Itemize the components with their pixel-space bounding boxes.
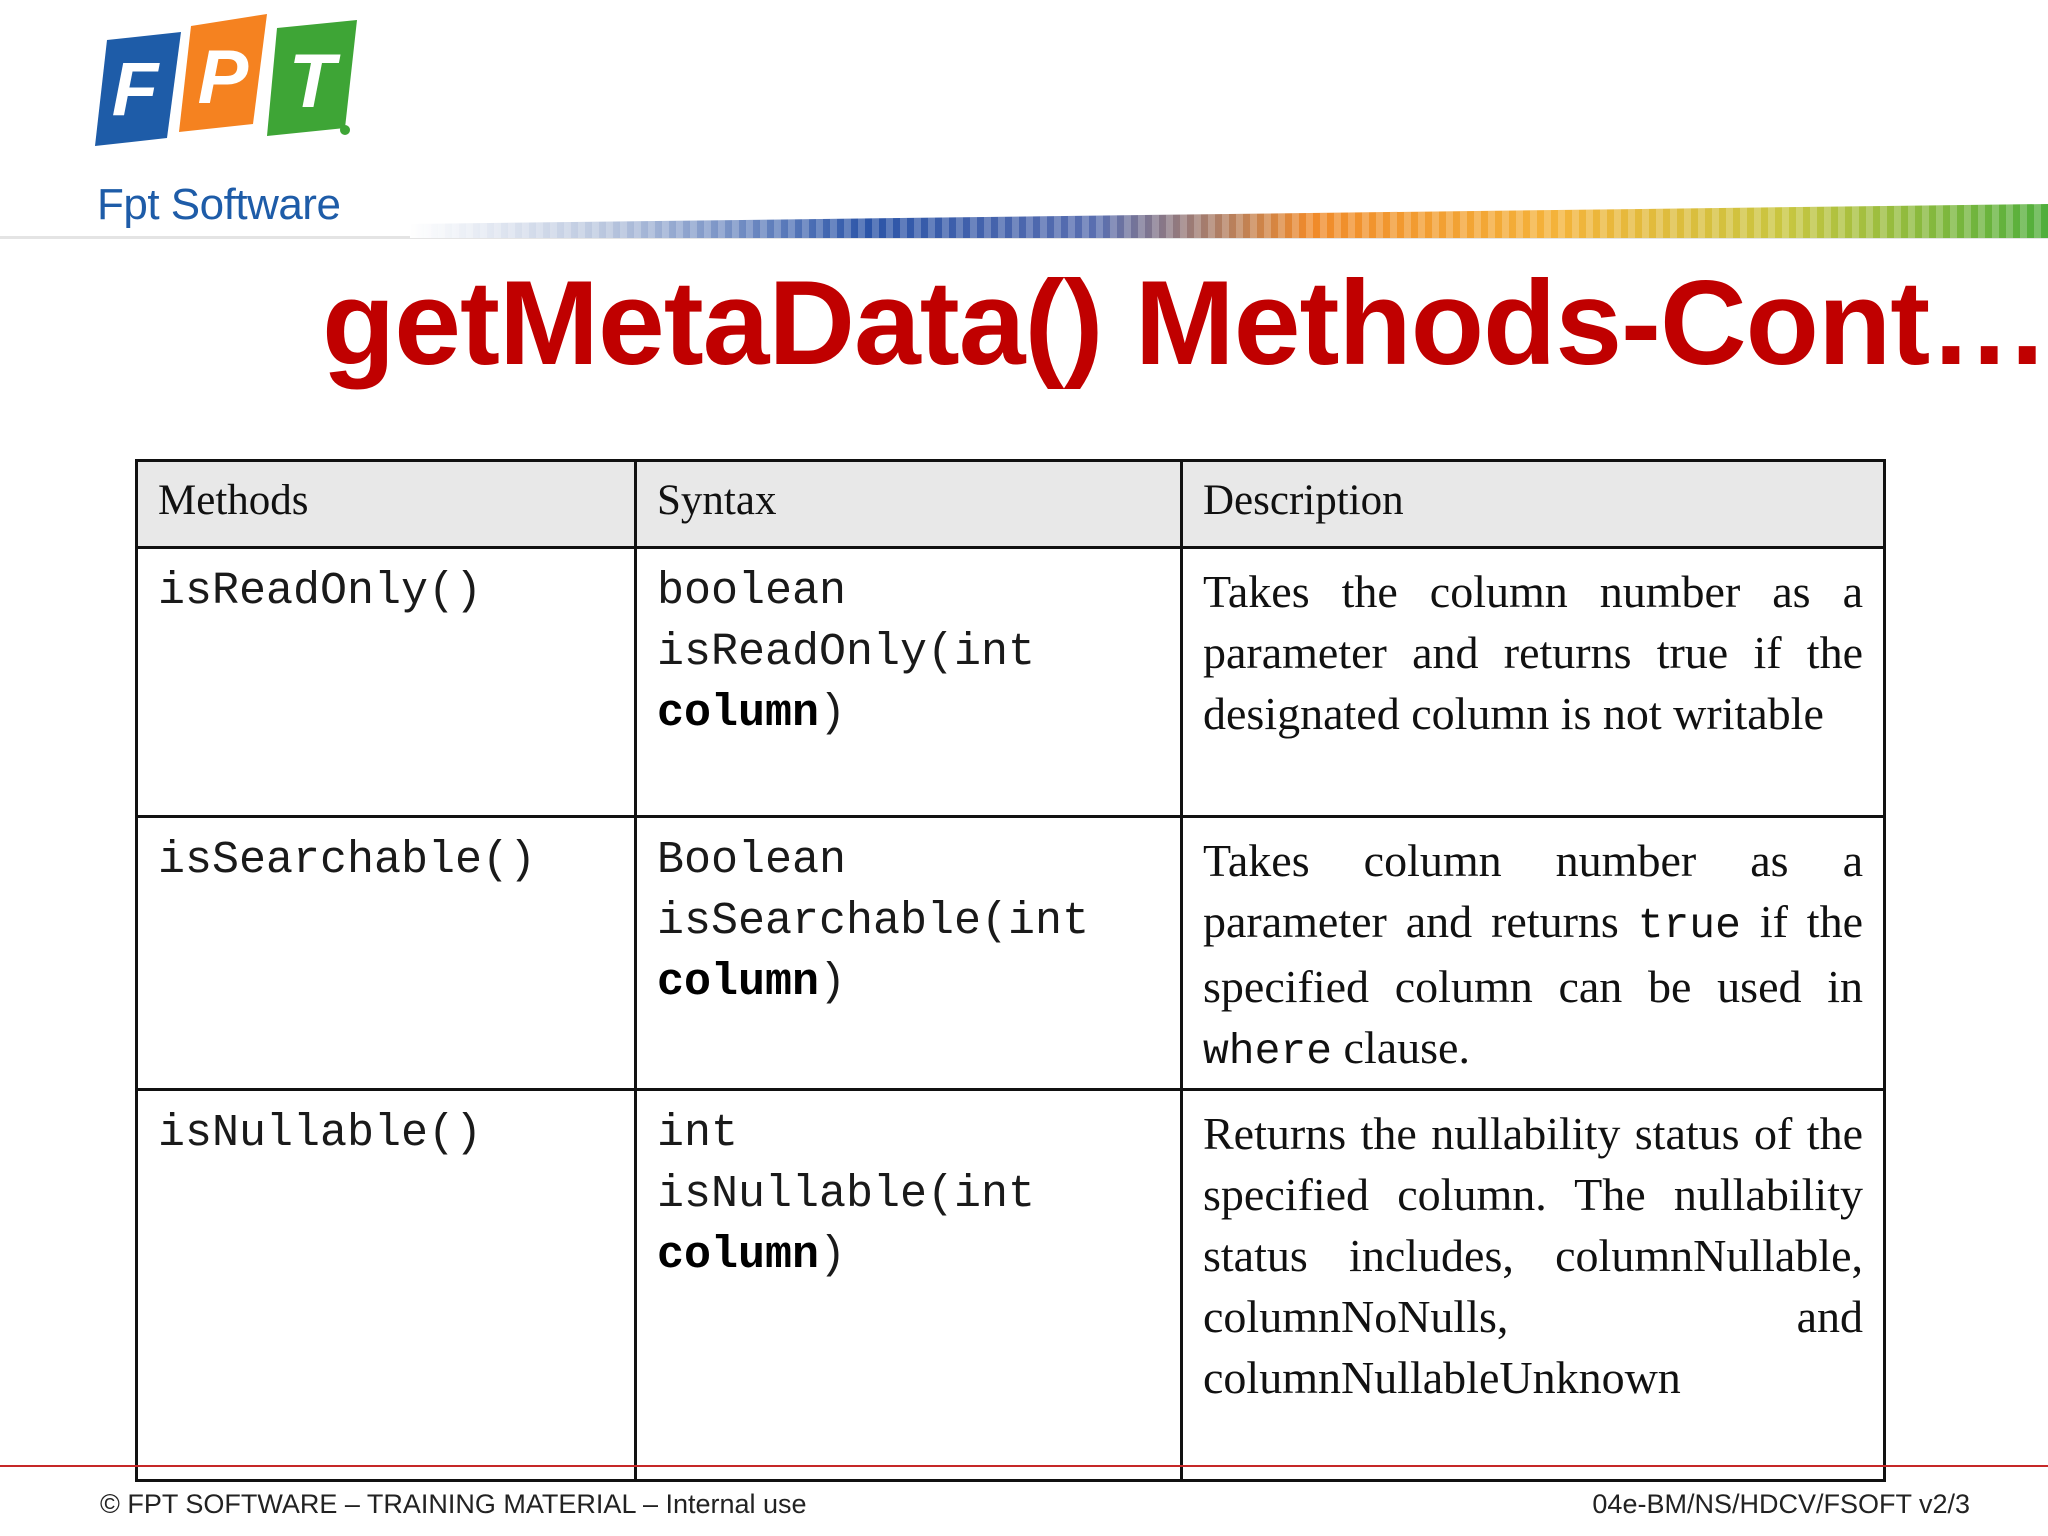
description-cell: Takes the column number as a parameter and returns true if the designated column is not writable [1182,548,1885,817]
logo-letter-f: F [111,47,159,132]
syntax-cell [636,548,1182,817]
description-cell [1182,817,1885,1090]
logo-letter-p: P [197,35,249,120]
syntax-signature: isSearchable(int [657,896,1090,947]
syntax-signature: isNullable(int [657,1169,1036,1220]
syntax-param-name: column [657,957,820,1008]
syntax-parameter [657,683,1160,744]
syntax-close-paren: ) [819,1230,847,1281]
syntax-signature: isReadOnly(int [657,627,1036,678]
method-name: isReadOnly() [158,566,483,617]
fpt-logo [95,10,365,240]
metadata-methods-table [135,459,1886,1482]
syntax-parameter [657,952,1160,1013]
logo-caption: Fpt Software [97,180,341,229]
syntax-return-type: Boolean [657,835,847,886]
syntax-return-type: int [657,1108,739,1159]
footer-rule [0,1465,2048,1467]
description-text: clause. [1343,1022,1470,1073]
table-row [137,548,1885,817]
footer-document-code: 04e-BM/NS/HDCV/FSOFT v2/3 [1592,1489,1970,1519]
fpt-logo-tiles [95,10,365,150]
header-syntax: Syntax [636,461,1182,548]
header-description: Description [1182,461,1885,548]
table-row [137,1090,1885,1481]
syntax-parameter [657,1225,1160,1286]
method-name: isSearchable() [158,835,537,886]
syntax-cell [636,817,1182,1090]
description-cell: Returns the nullability status of the specified column. The nullability status includes, columnNullable, columnNoNulls, and columnNullableUnknown [1182,1090,1885,1481]
registered-mark-icon [340,125,350,135]
syntax-cell [636,1090,1182,1481]
syntax-close-paren: ) [819,957,847,1008]
slide-title: getMetaData() Methods-Cont… [322,256,2048,390]
table-header-row [137,461,1885,548]
description-code: true [1637,901,1741,950]
method-cell [137,817,636,1090]
syntax-return-type: boolean [657,566,847,617]
syntax-close-paren: ) [819,688,847,739]
description-text: if the specified column can be used in [1203,896,1863,1012]
method-cell [137,1090,636,1481]
footer-copyright: © FPT SOFTWARE – TRAINING MATERIAL – Internal use [100,1489,807,1519]
logo-letter-t: T [288,39,336,124]
syntax-param-name: column [657,1230,820,1281]
header-methods: Methods [137,461,636,548]
method-name: isNullable() [158,1108,483,1159]
table-row [137,817,1885,1090]
header-gradient-band [410,204,2048,238]
method-cell [137,548,636,817]
syntax-param-name: column [657,688,820,739]
description-code: where [1203,1027,1333,1076]
description-text: Takes column number as a parameter and returns [1203,835,1863,947]
